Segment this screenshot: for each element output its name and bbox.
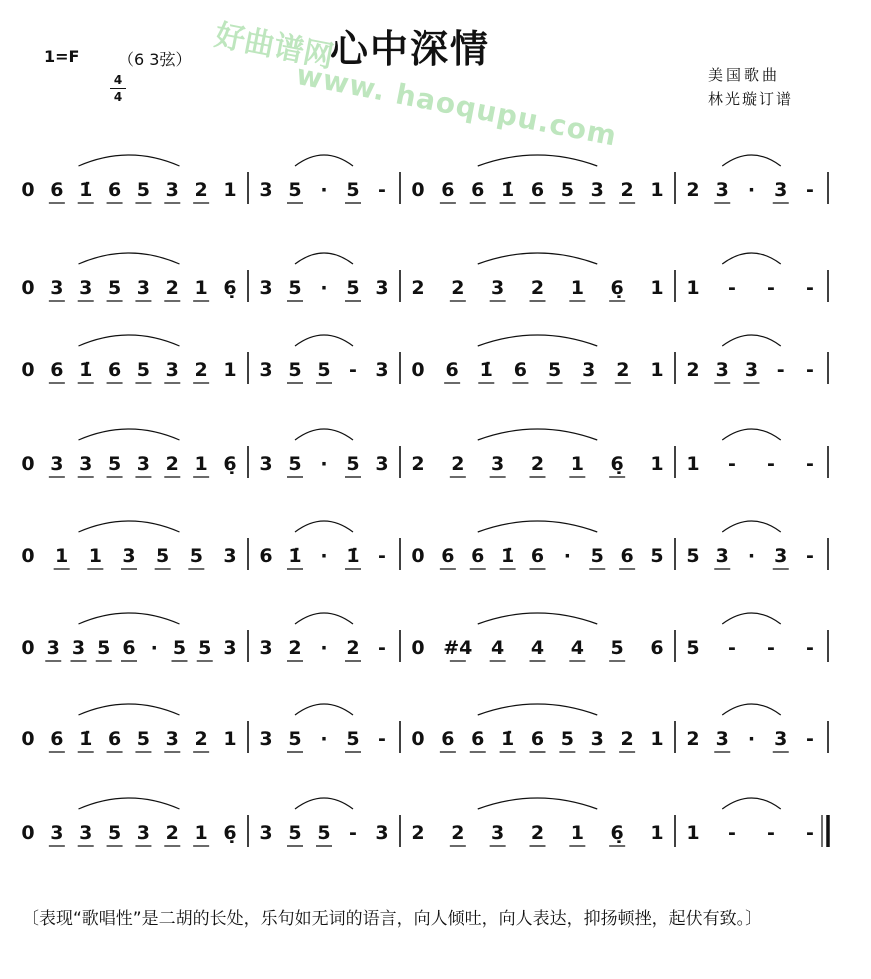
note-digit: 5 bbox=[97, 637, 111, 659]
note-digit: 3 bbox=[259, 637, 273, 659]
note-digit: 6 bbox=[471, 728, 485, 750]
note-digit: 3 bbox=[259, 453, 273, 475]
note-digit: 0 bbox=[21, 359, 35, 381]
note-digit: 1 bbox=[194, 822, 208, 844]
slur-mark bbox=[79, 253, 180, 264]
note-digit: 3 bbox=[774, 728, 788, 750]
note-digit: 0 bbox=[21, 728, 35, 750]
note-digit: 1̇ bbox=[288, 545, 302, 567]
note-digit: 1 bbox=[55, 545, 69, 567]
note-digit: 1 bbox=[194, 453, 208, 475]
note-digit: 6 bbox=[50, 179, 64, 201]
note-digit: 3 bbox=[590, 179, 604, 201]
note-digit: 6 bbox=[50, 728, 64, 750]
note-digit: 2 bbox=[411, 277, 425, 299]
note-digit: - bbox=[378, 637, 386, 659]
note-digit: 1 bbox=[650, 179, 664, 201]
note-digit: 2 bbox=[411, 822, 425, 844]
note-digit: 4 bbox=[530, 637, 545, 659]
note-digit: - bbox=[728, 277, 736, 299]
note-digit: 5 bbox=[288, 728, 302, 750]
note-digit: - bbox=[806, 637, 814, 659]
note-digit: 2 bbox=[530, 277, 545, 299]
note-digit: 5 bbox=[686, 545, 700, 567]
note-digit: 3 bbox=[165, 728, 179, 750]
note-digit: 1̇ bbox=[501, 728, 515, 750]
note-digit: 3 bbox=[259, 277, 273, 299]
note-digit: 5 bbox=[107, 822, 122, 844]
note-digit: · bbox=[747, 728, 756, 750]
slur-mark bbox=[295, 521, 353, 532]
slur-mark bbox=[295, 798, 353, 809]
note-digit: 6 bbox=[259, 545, 273, 567]
note-digit: 2 bbox=[346, 637, 360, 659]
slur-mark bbox=[478, 613, 598, 624]
string-tuning: （6 3弦） bbox=[118, 50, 192, 69]
note-digit: 2 bbox=[620, 179, 634, 201]
note-digit: · bbox=[747, 179, 756, 201]
note-digit: 0 bbox=[411, 179, 425, 201]
time-signature-bottom: 4 bbox=[113, 90, 123, 104]
note-digit: 3 bbox=[223, 545, 237, 567]
note-digit: 1 bbox=[686, 822, 700, 844]
note-digit: 0 bbox=[21, 453, 35, 475]
slur-mark bbox=[79, 429, 180, 440]
note-digit: 1 bbox=[223, 179, 237, 201]
note-digit: 6 bbox=[107, 359, 122, 381]
note-digit: 2 bbox=[530, 822, 545, 844]
note-digit: 3 bbox=[582, 359, 596, 381]
composer: 美国歌曲 bbox=[708, 66, 781, 84]
note-digit: 2 bbox=[411, 453, 425, 475]
note-digit: 5 bbox=[136, 359, 151, 381]
note-digit: 3 bbox=[50, 277, 64, 299]
note-digit: 5 bbox=[590, 545, 604, 567]
note-digit: 5 bbox=[172, 637, 187, 659]
note-digit: 4 bbox=[570, 637, 584, 659]
note-digit: 6 bbox=[530, 545, 545, 567]
note-digit: 3 bbox=[136, 453, 151, 475]
note-digit: 5 bbox=[610, 637, 624, 659]
note-digit: 6̣ bbox=[610, 277, 624, 299]
note-digit: 4 bbox=[491, 637, 505, 659]
page-title: 心中深情 bbox=[330, 27, 491, 71]
time-signature-top: 4 bbox=[113, 73, 123, 87]
note-digit: 3 bbox=[136, 277, 151, 299]
note-digit: 6̣ bbox=[223, 822, 237, 844]
note-digit: 3 bbox=[259, 179, 273, 201]
note-digit: · bbox=[320, 728, 328, 750]
note-digit: 2 bbox=[165, 822, 179, 844]
note-digit: 1 bbox=[570, 277, 584, 299]
note-digit: 6 bbox=[441, 179, 455, 201]
key-signature: 1=F bbox=[44, 47, 80, 66]
note-digit: - bbox=[378, 728, 386, 750]
slur-mark bbox=[478, 521, 598, 532]
slur-mark bbox=[478, 798, 598, 809]
note-digit: 2 bbox=[451, 453, 465, 475]
note-digit: - bbox=[806, 728, 814, 750]
note-digit: 3 bbox=[165, 359, 179, 381]
note-digit: 3 bbox=[375, 453, 389, 475]
note-digit: 6 bbox=[471, 179, 485, 201]
note-digit: 3 bbox=[774, 545, 788, 567]
note-digit: 6 bbox=[441, 545, 455, 567]
watermark-url: www. haoqupu.com bbox=[293, 58, 620, 153]
note-digit: - bbox=[728, 637, 736, 659]
note-digit: 6 bbox=[471, 545, 485, 567]
note-digit: 3 bbox=[136, 822, 151, 844]
note-digit: - bbox=[378, 179, 386, 201]
note-digit: 5 bbox=[136, 728, 151, 750]
note-digit: - bbox=[728, 822, 736, 844]
slur-mark bbox=[79, 704, 180, 715]
slur-mark bbox=[79, 521, 180, 532]
note-digit: 3 bbox=[122, 545, 136, 567]
note-digit: · bbox=[320, 179, 328, 201]
note-digit: 6 bbox=[107, 728, 122, 750]
note-digit: 5 bbox=[560, 728, 574, 750]
note-digit: 3 bbox=[165, 179, 179, 201]
note-digit: 1 bbox=[194, 277, 208, 299]
note-digit: 2 bbox=[620, 728, 634, 750]
note-digit: 2 bbox=[451, 277, 465, 299]
slur-mark bbox=[478, 429, 598, 440]
note-digit: · bbox=[320, 637, 328, 659]
note-digit: 5 bbox=[317, 359, 331, 381]
note-digit: 3 bbox=[50, 822, 64, 844]
note-digit: 3 bbox=[375, 822, 389, 844]
slur-mark bbox=[722, 253, 781, 264]
slur-mark bbox=[79, 798, 180, 809]
note-digit: 2 bbox=[686, 359, 700, 381]
note-digit: 1 bbox=[686, 277, 700, 299]
slur-mark bbox=[478, 335, 598, 346]
note-digit: 6 bbox=[530, 728, 545, 750]
watermark-text: 好曲谱网 bbox=[211, 17, 337, 76]
note-digit: 0 bbox=[21, 822, 35, 844]
slur-mark bbox=[295, 155, 353, 166]
note-digit: 1̇ bbox=[79, 728, 93, 750]
note-digit: 2 bbox=[451, 822, 465, 844]
note-digit: 6 bbox=[107, 179, 122, 201]
slur-mark bbox=[295, 704, 353, 715]
slur-mark bbox=[79, 155, 180, 166]
note-digit: - bbox=[776, 359, 785, 381]
note-digit: 5 bbox=[189, 545, 203, 567]
note-digit: 3 bbox=[259, 359, 273, 381]
note-digit: 5 bbox=[346, 277, 360, 299]
note-digit: - bbox=[767, 637, 775, 659]
note-digit: 2 bbox=[686, 179, 700, 201]
note-digit: 3 bbox=[715, 179, 729, 201]
note-digit: 3 bbox=[491, 822, 505, 844]
note-digit: 5 bbox=[317, 822, 331, 844]
note-digit: · bbox=[150, 637, 158, 659]
note-digit: 6 bbox=[513, 359, 528, 381]
note-digit: 5 bbox=[288, 277, 302, 299]
slur-mark bbox=[295, 429, 353, 440]
note-digit: 5 bbox=[547, 359, 562, 381]
note-digit: 1̇ bbox=[346, 545, 360, 567]
note-digit: 0 bbox=[21, 637, 35, 659]
note-digit: - bbox=[806, 453, 814, 475]
note-digit: 1 bbox=[223, 728, 237, 750]
note-digit: · bbox=[320, 545, 328, 567]
note-digit: · bbox=[320, 277, 328, 299]
note-digit: 6̣ bbox=[223, 453, 237, 475]
slur-mark bbox=[722, 335, 781, 346]
note-digit: 6 bbox=[650, 637, 664, 659]
note-digit: - bbox=[806, 822, 814, 844]
note-digit: - bbox=[378, 545, 386, 567]
note-digit: - bbox=[728, 453, 736, 475]
note-digit: - bbox=[806, 545, 814, 567]
note-digit: 6 bbox=[620, 545, 634, 567]
slur-mark bbox=[722, 798, 781, 809]
note-digit: 3 bbox=[375, 277, 389, 299]
note-digit: 1 bbox=[686, 453, 700, 475]
note-digit: 6 bbox=[445, 359, 459, 381]
note-digit: 3 bbox=[259, 728, 273, 750]
note-digit: 0 bbox=[21, 179, 35, 201]
note-digit: 0 bbox=[21, 277, 35, 299]
note-digit: 5 bbox=[107, 277, 122, 299]
note-digit: 1 bbox=[88, 545, 102, 567]
note-digit: 5 bbox=[107, 453, 122, 475]
note-digit: 5 bbox=[346, 728, 360, 750]
note-digit: 3 bbox=[491, 453, 505, 475]
note-digit: 1 bbox=[650, 453, 664, 475]
note-digit: 5 bbox=[288, 359, 302, 381]
note-digit: 1 bbox=[570, 822, 584, 844]
note-digit: 6̣ bbox=[610, 822, 624, 844]
note-digit: 5 bbox=[346, 453, 360, 475]
slur-mark bbox=[79, 335, 180, 346]
slur-mark bbox=[722, 429, 781, 440]
note-digit: - bbox=[806, 277, 814, 299]
note-digit: 0 bbox=[411, 359, 425, 381]
note-digit: 2 bbox=[165, 277, 179, 299]
note-digit: 5 bbox=[288, 179, 302, 201]
note-digit: 3 bbox=[715, 359, 729, 381]
note-digit: 3 bbox=[744, 359, 759, 381]
note-digit: 3 bbox=[50, 453, 64, 475]
note-digit: 5 bbox=[346, 179, 360, 201]
note-digit: 2 bbox=[194, 728, 208, 750]
note-digit: 3 bbox=[223, 637, 237, 659]
note-digit: 0 bbox=[411, 728, 425, 750]
note-digit: 0 bbox=[21, 545, 35, 567]
note-digit: 2 bbox=[165, 453, 179, 475]
note-digit: - bbox=[767, 277, 775, 299]
slur-mark bbox=[722, 521, 781, 532]
note-digit: 5 bbox=[686, 637, 700, 659]
note-digit: 3 bbox=[79, 822, 93, 844]
note-digit: 1 bbox=[570, 453, 584, 475]
note-digit: 0 bbox=[411, 545, 425, 567]
note-digit: 1 bbox=[650, 359, 664, 381]
note-digit: 1̇ bbox=[79, 359, 93, 381]
note-digit: 1̇ bbox=[501, 545, 515, 567]
slur-mark bbox=[722, 155, 781, 166]
note-digit: 3 bbox=[259, 822, 273, 844]
note-digit: 3 bbox=[491, 277, 505, 299]
slur-mark bbox=[79, 613, 180, 624]
note-digit: 3 bbox=[46, 637, 60, 659]
note-digit: - bbox=[767, 453, 775, 475]
note-digit: 2 bbox=[530, 453, 545, 475]
note-digit: · bbox=[320, 453, 328, 475]
note-digit: 1 bbox=[650, 728, 664, 750]
slur-mark bbox=[478, 704, 598, 715]
note-digit: 3 bbox=[715, 545, 729, 567]
note-digit: - bbox=[767, 822, 775, 844]
slur-mark bbox=[722, 613, 781, 624]
note-digit: 1 bbox=[650, 277, 664, 299]
slur-mark bbox=[478, 155, 598, 166]
arranger: 林光璇订谱 bbox=[708, 90, 794, 108]
note-digit: 5 bbox=[288, 822, 302, 844]
note-digit: 3 bbox=[79, 453, 93, 475]
note-digit: 2 bbox=[686, 728, 700, 750]
note-digit: 3 bbox=[79, 277, 93, 299]
slur-mark bbox=[295, 613, 353, 624]
note-digit: - bbox=[349, 359, 357, 381]
note-digit: 3 bbox=[71, 637, 86, 659]
note-digit: 6 bbox=[441, 728, 455, 750]
note-digit: 2 bbox=[194, 359, 208, 381]
note-digit: 5 bbox=[156, 545, 170, 567]
note-digit: - bbox=[806, 179, 814, 201]
note-digit: 2 bbox=[616, 359, 630, 381]
note-digit: - bbox=[349, 822, 357, 844]
performance-note: 〔表现“歌唱性”是二胡的长处，乐句如无词的语言，向人倾吐，向人表达，抑扬顿挫，起伏有致。〕 bbox=[22, 909, 763, 929]
note-digit: 6 bbox=[122, 637, 136, 659]
note-digit: 6̣ bbox=[610, 453, 624, 475]
note-digit: 3 bbox=[774, 179, 788, 201]
note-digit: 5 bbox=[288, 453, 302, 475]
note-digit: 1̇ bbox=[501, 179, 515, 201]
note-digit: 2 bbox=[288, 637, 302, 659]
note-digit: 1̇ bbox=[79, 179, 93, 201]
note-digit: 5 bbox=[136, 179, 151, 201]
note-digit: 5 bbox=[560, 179, 574, 201]
note-digit: 6 bbox=[530, 179, 545, 201]
note-digit: 1 bbox=[650, 822, 664, 844]
note-digit: 2 bbox=[194, 179, 208, 201]
note-digit: 3 bbox=[715, 728, 729, 750]
note-digit: 1 bbox=[223, 359, 237, 381]
slur-mark bbox=[295, 253, 353, 264]
note-digit: 6 bbox=[50, 359, 64, 381]
note-digit: #4 bbox=[443, 637, 473, 659]
note-digit: · bbox=[747, 545, 756, 567]
note-digit: · bbox=[563, 545, 571, 567]
note-digit: 5 bbox=[198, 637, 212, 659]
note-digit: 0 bbox=[411, 637, 425, 659]
note-digit: - bbox=[806, 359, 814, 381]
note-digit: 3 bbox=[375, 359, 389, 381]
slur-mark bbox=[722, 704, 781, 715]
note-digit: 3 bbox=[590, 728, 604, 750]
note-digit: 5 bbox=[650, 545, 664, 567]
slur-mark bbox=[295, 335, 353, 346]
note-digit: 6̣ bbox=[223, 277, 237, 299]
slur-mark bbox=[478, 253, 598, 264]
note-digit: 1̇ bbox=[479, 359, 493, 381]
